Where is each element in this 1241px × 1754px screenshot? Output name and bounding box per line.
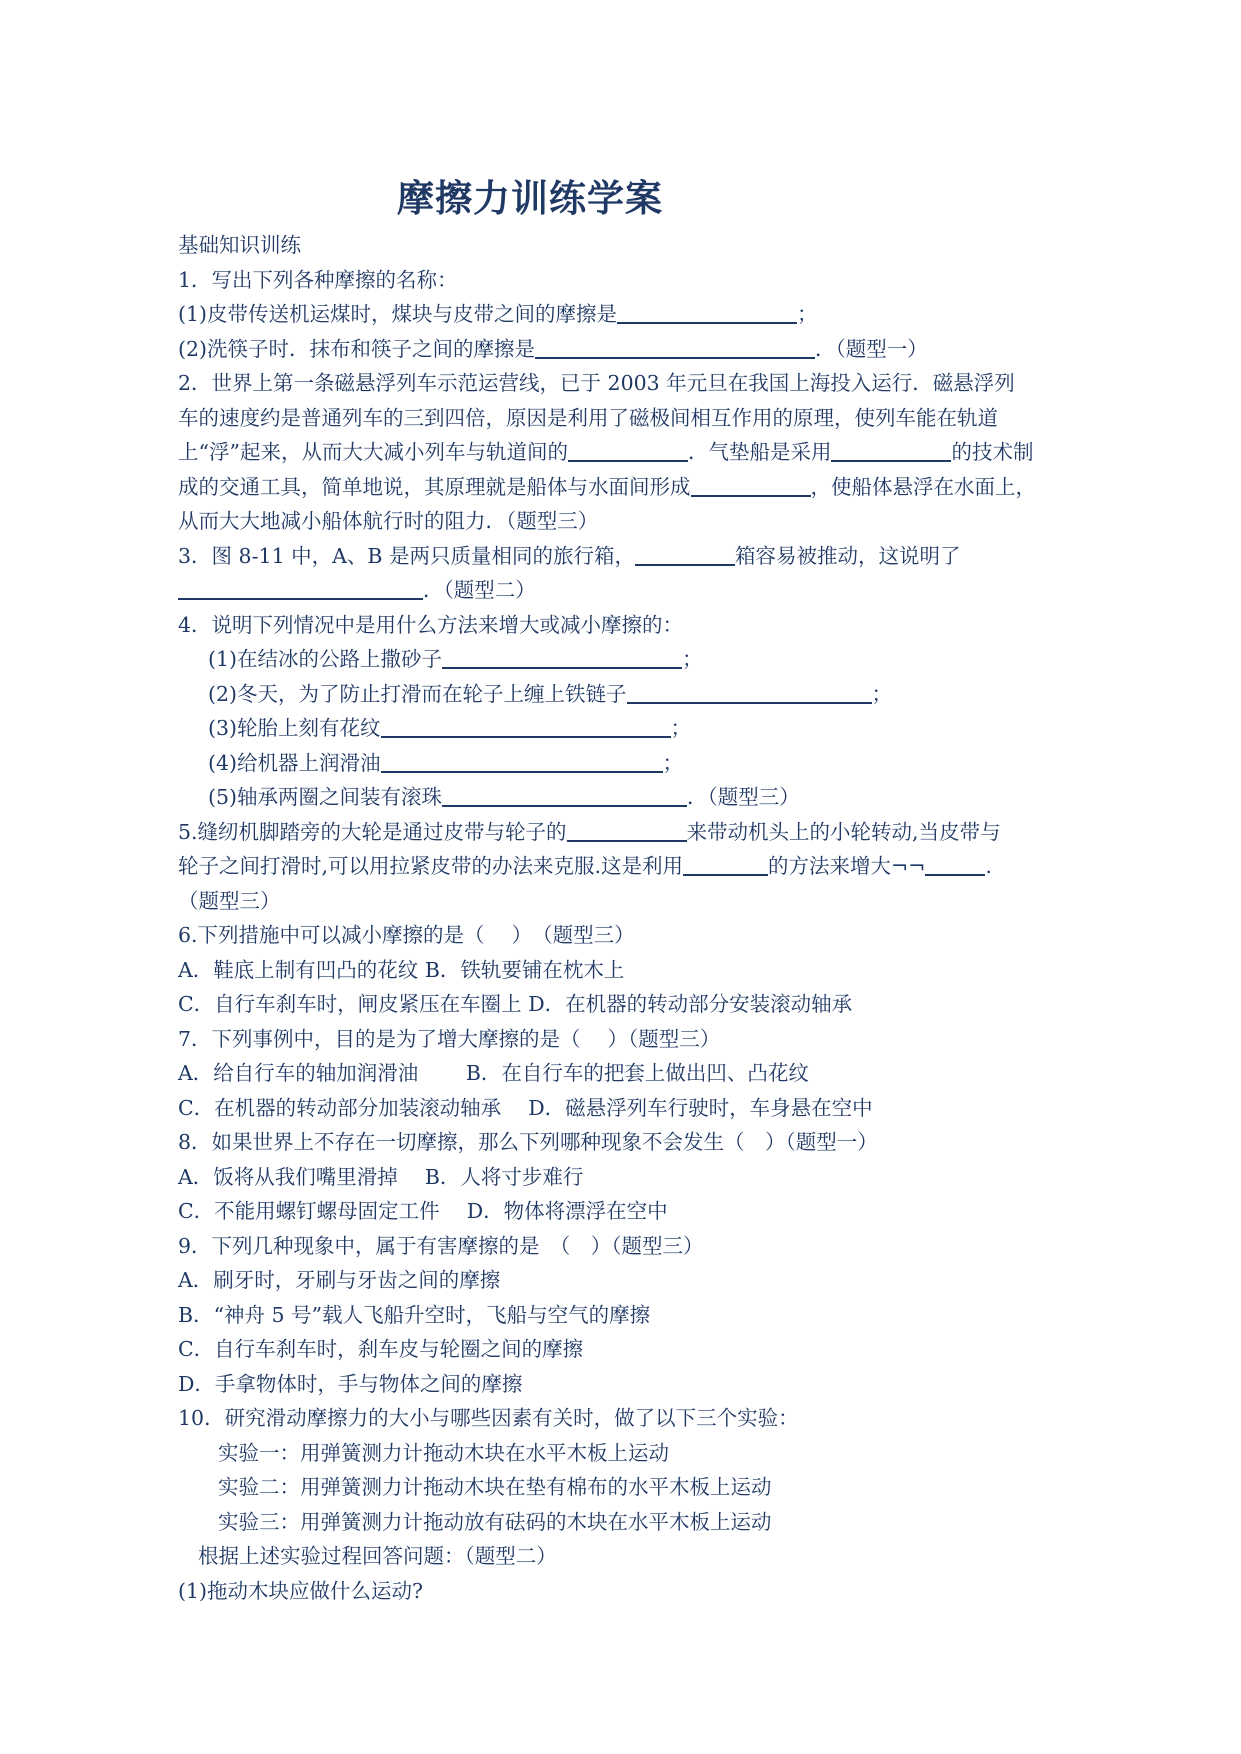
- q4-item4: (4)给机器上润滑油 ；: [208, 750, 684, 775]
- q4-item1: (1)在结冰的公路上撒砂子 ；: [208, 647, 703, 671]
- q5-line3: （题型三）: [178, 888, 281, 913]
- answer-blank[interactable]: [381, 714, 671, 738]
- answer-blank[interactable]: [635, 542, 735, 566]
- q8-options-ab: A．饭将从我们嘴里滑掉 B．人将寸步难行: [178, 1164, 584, 1189]
- answer-blank[interactable]: [567, 818, 687, 842]
- q2-line4: 成的交通工具，简单地说，其原理就是船体与水面间形成 ，使船体悬浮在水面上，: [178, 474, 1036, 499]
- q10-experiment3: 实验三：用弹簧测力计拖动放有砝码的木块在水平木板上运动: [218, 1509, 772, 1534]
- answer-blank[interactable]: [442, 645, 682, 669]
- q6-stem: 6.下列措施中可以减小摩擦的是（ ） （题型三）: [178, 923, 635, 947]
- answer-blank[interactable]: [381, 749, 663, 773]
- q5-line2: 轮子之间打滑时,可以用拉紧皮带的办法来克服.这是利用 的方法来增大¬¬ .: [178, 854, 992, 878]
- answer-blank[interactable]: [178, 576, 423, 600]
- q1-stem: 1．写出下列各种摩擦的名称：: [178, 267, 458, 292]
- answer-blank[interactable]: [568, 438, 688, 462]
- q4-stem: 4．说明下列情况中是用什么方法来增大或减小摩擦的：: [178, 612, 684, 637]
- q10-subquestion1: (1)拖动木块应做什么运动?: [178, 1578, 424, 1603]
- q4-item3: (3)轮胎上刻有花纹 ；: [208, 716, 692, 740]
- q7-stem: 7．下列事例中，目的是为了增大摩擦的是（ ）（题型三）: [178, 1026, 721, 1051]
- q10-note: 根据上述实验过程回答问题：（题型二）: [198, 1544, 557, 1568]
- q9-option-d: D．手拿物体时，手与物体之间的摩擦: [178, 1371, 523, 1396]
- q2-line2: 车的速度约是普通列车的三到四倍，原因是利用了磁极间相互作用的原理，使列车能在轨道: [178, 405, 998, 430]
- worksheet-body: [178, 228, 1073, 1608]
- section-heading: 基础知识训练: [178, 233, 301, 257]
- q10-stem: 10．研究滑动摩擦力的大小与哪些因素有关时，做了以下三个实验：: [178, 1406, 799, 1430]
- q2-line1: 2．世界上第一条磁悬浮列车示范运营线，已于 2003 年元旦在我国上海投入运行．磁悬浮列: [178, 371, 1015, 395]
- q9-option-c: C．自行车刹车时，刹车皮与轮圈之间的摩擦: [178, 1337, 584, 1361]
- q3-line2: ．（题型二）: [178, 573, 1073, 608]
- q5-line1: 5.缝纫机脚踏旁的大轮是通过皮带与轮子的 来带动机头上的小轮转动,当皮带与: [178, 819, 1001, 844]
- q4-item5: (5)轴承两圈之间装有滚珠 ．（题型三）: [208, 785, 800, 809]
- answer-blank[interactable]: [691, 473, 811, 497]
- q8-options-cd: C．不能用螺钉螺母固定工件 D．物体将漂浮在空中: [178, 1199, 668, 1223]
- answer-blank[interactable]: [627, 680, 872, 704]
- answer-blank[interactable]: [683, 852, 768, 876]
- answer-blank[interactable]: [831, 438, 951, 462]
- q9-stem: 9．下列几种现象中，属于有害摩擦的是 （ ）（题型三）: [178, 1233, 704, 1258]
- q3-line1: 3．图 8-11 中，A、B 是两只质量相同的旅行箱， 箱容易被推动，这说明了: [178, 543, 961, 568]
- q1-part2: (2)洗筷子时．抹布和筷子之间的摩擦是 ．（题型一）: [178, 336, 928, 361]
- answer-blank[interactable]: [925, 852, 985, 876]
- q9-option-b: B．“神舟 5 号”载人飞船升空时，飞船与空气的摩擦: [178, 1302, 651, 1327]
- q1-part1: (1)皮带传送机运煤时，煤块与皮带之间的摩擦是 ；: [178, 302, 818, 326]
- q2-line3: 上“浮”起来，从而大大减小列车与轨道间的 ．气垫船是采用 的技术制: [178, 440, 1034, 464]
- q4-item2: (2)冬天，为了防止打滑而在轮子上缠上铁链子 ；: [208, 681, 893, 706]
- q8-stem: 8．如果世界上不存在一切摩擦，那么下列哪种现象不会发生（ ）（题型一）: [178, 1130, 878, 1154]
- q6-options-ab: A．鞋底上制有凹凸的花纹 B．铁轨要铺在枕木上: [178, 957, 625, 982]
- answer-blank[interactable]: [442, 783, 687, 807]
- q10-experiment2: 实验二：用弹簧测力计拖动木块在垫有棉布的水平木板上运动: [218, 1475, 772, 1499]
- q2-line5: 从而大大地减小船体航行时的阻力．（题型三）: [178, 509, 599, 533]
- answer-blank[interactable]: [617, 300, 797, 324]
- answer-blank[interactable]: [535, 335, 815, 359]
- q7-options-cd: C．在机器的转动部分加装滚动轴承 D．磁悬浮列车行驶时，车身悬在空中: [178, 1095, 873, 1120]
- page-title: 摩擦力训练学案: [397, 177, 663, 220]
- q10-experiment1: 实验一：用弹簧测力计拖动木块在水平木板上运动: [218, 1440, 669, 1465]
- q6-options-cd: C．自行车刹车时，闸皮紧压在车圈上 D．在机器的转动部分安装滚动轴承: [178, 992, 853, 1016]
- q7-options-ab: A．给自行车的轴加润滑油 B．在自行车的把套上做出凹、凸花纹: [178, 1061, 809, 1085]
- q9-option-a: A．刷牙时，牙刷与牙齿之间的摩擦: [178, 1268, 501, 1292]
